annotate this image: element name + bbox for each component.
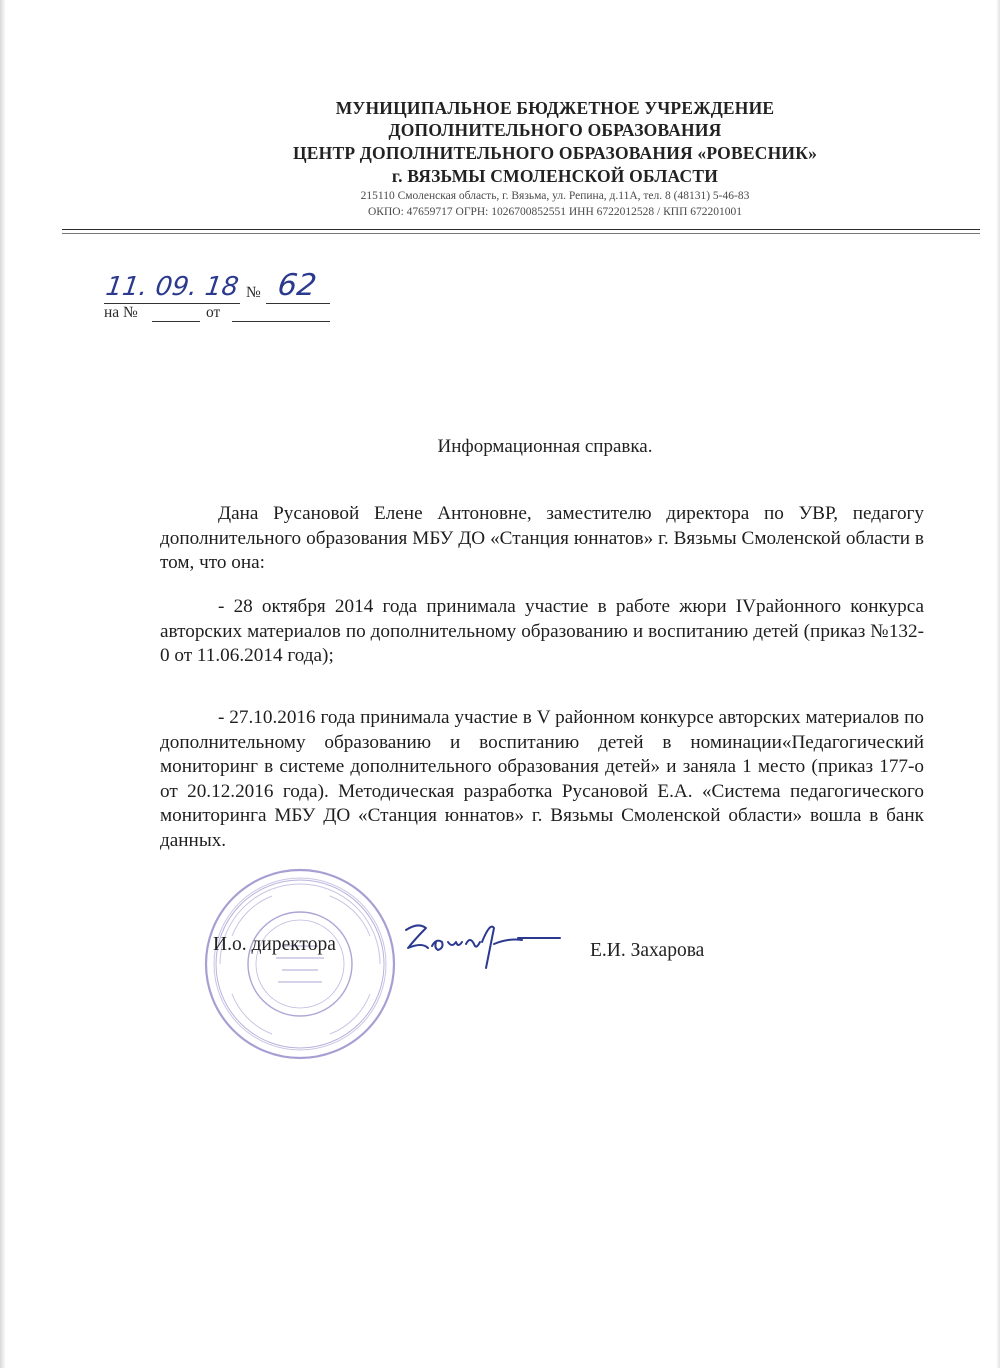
header-line-4: г. ВЯЗЬМЫ СМОЛЕНСКОЙ ОБЛАСТИ — [391, 166, 719, 186]
reply-number-blank — [152, 321, 200, 322]
item-1-paragraph: - 28 октября 2014 года принимала участие в работе жюри IVрайонного конкурса авторских материалов по дополнительному образованию и воспитанию детей (приказ №132-0 от 11.06.2014 года); — [160, 596, 924, 667]
header-address: 215110 Смоленская область, г. Вязьма, ул. Репина, д.11А, тел. 8 (48131) 5-46-83 — [360, 190, 750, 202]
scan-edge-left — [0, 0, 6, 1368]
header-line-2: ДОПОЛНИТЕЛЬНОГО ОБРАЗОВАНИЯ — [388, 120, 722, 140]
item-2-paragraph: - 27.10.2016 года принимала участие в V районном конкурсе авторских материалов по дополнительному образованию и воспитанию детей в номинации«Педагогический мониторинг в системе дополнительного образования детей» и заняла 1 место (приказ 177-о от 20.12.2016 года). Методическая разработка Русановой Е.А. «Система педагогического мониторинга МБУ ДО «Станция юннатов» г. Вязьмы Смоленской области» вошла в банк данных. — [160, 707, 924, 851]
reply-date-blank — [232, 321, 330, 322]
scan-edge-right — [996, 0, 1000, 1368]
header-codes: ОКПО: 47659717 ОГРН: 1026700852551 ИНН 6722012528 / КПП 672201001 — [367, 206, 743, 218]
reply-from-label: от — [206, 304, 221, 321]
outgoing-date: 11. 09. 18 — [103, 272, 241, 302]
reply-number-label: на № — [104, 304, 138, 321]
handwritten-signature — [398, 908, 568, 978]
document-title: Информационная справка. — [437, 436, 653, 457]
signatory-role: И.о. директора — [213, 934, 336, 955]
letterhead-rule — [62, 229, 980, 230]
signatory-name: Е.И. Захарова — [590, 940, 705, 961]
outgoing-number: 62 — [275, 268, 319, 303]
number-label: № — [246, 284, 261, 301]
header-line-1: МУНИЦИПАЛЬНОЕ БЮДЖЕТНОЕ УЧРЕЖДЕНИЕ — [335, 98, 775, 118]
header-line-3: ЦЕНТР ДОПОЛНИТЕЛЬНОГО ОБРАЗОВАНИЯ «РОВЕСНИК» — [292, 143, 818, 163]
intro-paragraph: Дана Русановой Елене Антоновне, заместителю директора по УВР, педагогу дополнительного образования МБУ ДО «Станция юннатов» г. Вязьмы Смоленской области в том, что она: — [160, 503, 924, 574]
letterhead-rule-thin — [62, 233, 980, 234]
official-seal — [202, 866, 398, 1062]
number-underline — [266, 303, 330, 304]
